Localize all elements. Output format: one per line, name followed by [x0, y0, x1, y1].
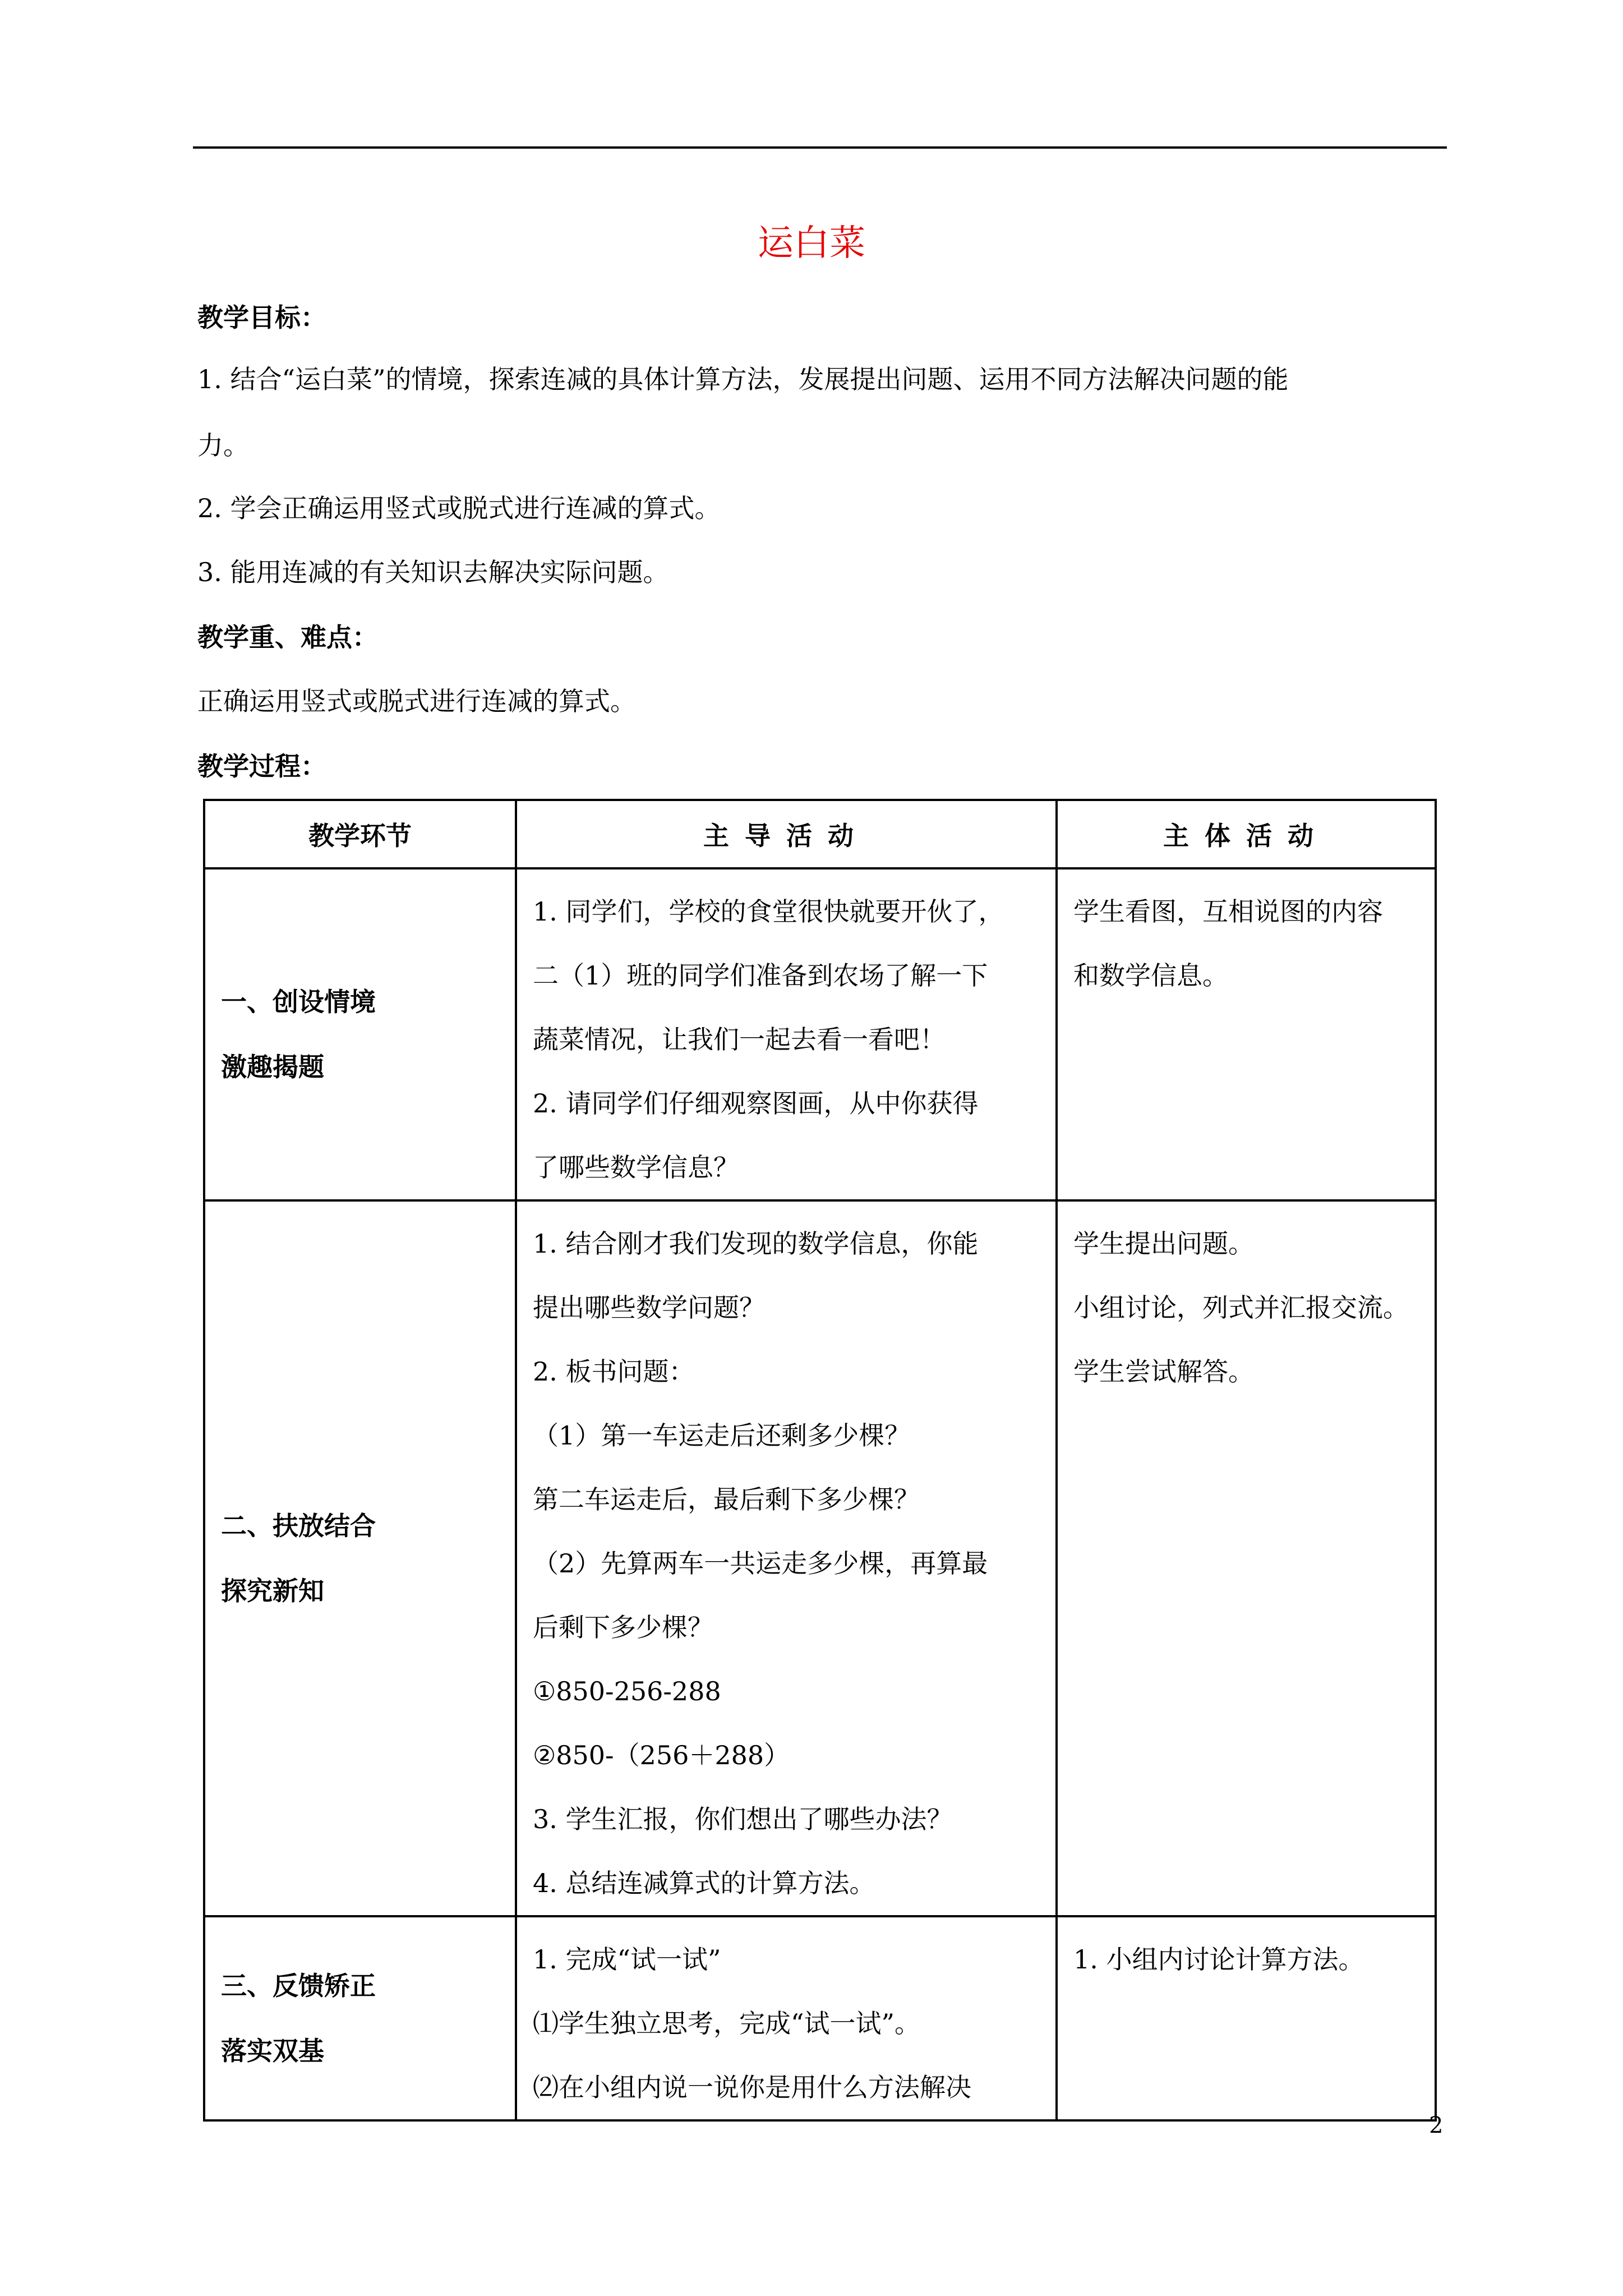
guide-line: 二（1）班的同学们准备到农场了解一下: [533, 960, 988, 991]
stage-line: 三、反馈矫正: [221, 1971, 376, 2001]
guide-line: ⑵在小组内说一说你是用什么方法解决: [533, 2072, 971, 2102]
guide-line: 后剩下多少棵？: [533, 1612, 713, 1642]
objective-3: 3. 能用连减的有关知识去解决实际问题。: [197, 557, 669, 587]
objective-1: [197, 362, 1451, 462]
guide-line: 1. 完成“试一试”: [533, 1944, 721, 1975]
guide-line: 1. 结合刚才我们发现的数学信息，你能: [533, 1228, 979, 1259]
student-line: 1. 小组内讨论计算方法。: [1073, 1944, 1364, 1975]
header-guide: [516, 800, 1057, 868]
header-student-label: 主体活动: [1163, 821, 1329, 851]
objective-2: 2. 学会正确运用竖式或脱式进行连减的算式。: [197, 493, 721, 523]
guide-line: （1）第一车运走后还剩多少棵？: [533, 1420, 911, 1451]
header-stage: 教学环节: [204, 800, 516, 868]
table-row: [204, 868, 1436, 1200]
key-points-heading: 教学重、难点：: [197, 622, 378, 652]
student-line: 小组讨论，列式并汇报交流。: [1073, 1292, 1409, 1323]
guide-line: 4. 总结连减算式的计算方法。: [533, 1868, 875, 1898]
student-cell: [1057, 1916, 1436, 2120]
page-number: 2: [1429, 2113, 1444, 2138]
key-points-text: 正确运用竖式或脱式进行连减的算式。: [197, 686, 636, 716]
guide-line: 提出哪些数学问题？: [533, 1292, 765, 1323]
guide-line: ①850-256-288: [533, 1676, 721, 1706]
stage-cell: [204, 1916, 516, 2120]
guide-line: 第二车运走后，最后剩下多少棵？: [533, 1484, 920, 1515]
guide-line: 2. 请同学们仔细观察图画，从中你获得: [533, 1088, 979, 1119]
guide-line: 蔬菜情况，让我们一起去看一看吧！: [533, 1024, 946, 1055]
guide-line: ②850-（256＋288）: [533, 1740, 790, 1770]
header-student: [1057, 800, 1436, 868]
guide-cell: [516, 868, 1057, 1200]
guide-line: 了哪些数学信息？: [533, 1152, 739, 1182]
guide-line: （2）先算两车一共运走多少棵，再算最: [533, 1548, 988, 1579]
table-header-row: [204, 800, 1436, 868]
student-line: 和数学信息。: [1073, 960, 1228, 991]
teaching-process-table: [203, 799, 1437, 2122]
stage-line: 探究新知: [221, 1576, 324, 1606]
process-heading: 教学过程：: [197, 751, 326, 781]
stage-line: 二、扶放结合: [221, 1511, 376, 1541]
guide-cell: [516, 1200, 1057, 1916]
guide-line: ⑴学生独立思考，完成“试一试”。: [533, 2008, 921, 2039]
document-title: 运白菜: [758, 223, 865, 264]
stage-line: 落实双基: [221, 2036, 324, 2066]
guide-line: 2. 板书问题：: [533, 1356, 695, 1387]
header-guide-label: 主导活动: [703, 821, 869, 851]
guide-line: 1. 同学们，学校的食堂很快就要开伙了，: [533, 896, 1004, 927]
student-line: 学生提出问题。: [1073, 1228, 1254, 1259]
table-row: [204, 1200, 1436, 1916]
objective-1-line-1: 1. 结合“运白菜”的情境，探索连减的具体计算方法，发展提出问题、运用不同方法解决问题的能: [197, 364, 1289, 394]
guide-line: 3. 学生汇报，你们想出了哪些办法？: [533, 1804, 953, 1834]
header-rule: [193, 146, 1447, 149]
table-row: [204, 1916, 1436, 2120]
stage-cell: [204, 868, 516, 1200]
objective-1-line-2: 力。: [197, 430, 249, 461]
stage-cell: [204, 1200, 516, 1916]
stage-line: 一、创设情境: [221, 987, 376, 1017]
stage-line: 激趣揭题: [221, 1052, 324, 1082]
guide-cell: [516, 1916, 1057, 2120]
student-cell: [1057, 1200, 1436, 1916]
objectives-heading: 教学目标：: [197, 302, 326, 333]
student-cell: [1057, 868, 1436, 1200]
student-line: 学生尝试解答。: [1073, 1356, 1254, 1387]
student-line: 学生看图，互相说图的内容: [1073, 896, 1383, 927]
